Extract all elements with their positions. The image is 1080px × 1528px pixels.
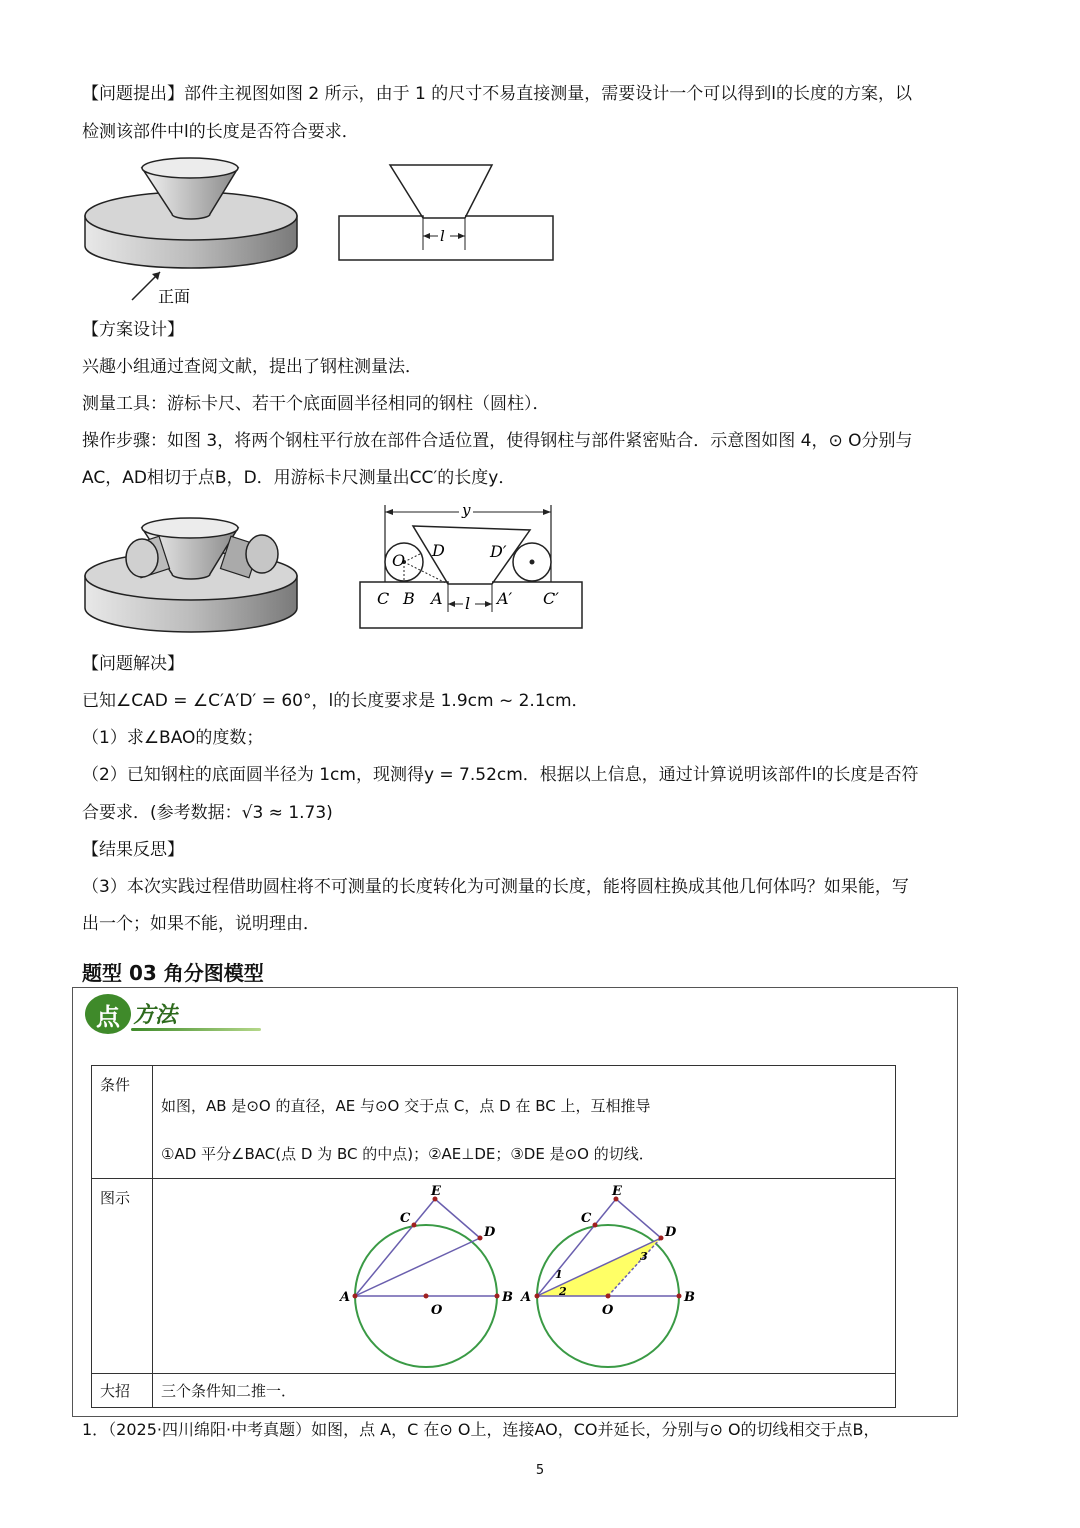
reflect-q3a: （3）本次实践过程借助圆柱将不可测量的长度转化为可测量的长度，能将圆柱换成其他几何体吗？如果能，写	[82, 877, 909, 897]
right-A: A	[521, 1290, 532, 1305]
right-E: E	[612, 1184, 622, 1199]
fig4-C2: C′	[543, 589, 559, 608]
solve-line1: 已知∠CAD = ∠C′A′D′ = 60°，l的长度要求是 1.9cm ~ 2.1cm．	[82, 691, 589, 711]
page-number: 5	[535, 1463, 545, 1478]
fig4-O: O	[392, 551, 406, 570]
solve-heading: 【问题解决】	[82, 654, 184, 674]
design-line4: AC，AD相切于点B，D．用游标卡尺测量出CC′的长度y．	[82, 468, 516, 488]
fig4-B: B	[403, 589, 415, 608]
fig4-A: A	[431, 589, 443, 608]
method-badge-text: 方法	[133, 1002, 178, 1028]
left-B: B	[502, 1290, 513, 1305]
figure-schematic	[355, 500, 590, 635]
problem-intro-line2: 检测该部件中l的长度是否符合要求．	[82, 122, 359, 142]
right-angle-2: 2	[559, 1285, 567, 1298]
condition-row	[92, 1066, 896, 1179]
right-angle-1: 1	[555, 1268, 563, 1281]
condition-line1: 如图，AB 是⊙O 的直径，AE 与⊙O 交于点 C，点 D 在 BC 上，互相推导	[161, 1097, 651, 1115]
front-label: 正面	[158, 287, 191, 306]
diagram-row	[92, 1179, 896, 1374]
left-E: E	[431, 1184, 441, 1199]
problem-intro-line1: 【问题提出】部件主视图如图 2 所示，由于 1 的尺寸不易直接测量，需要设计一个可以得到l的长度的方案，以	[82, 84, 912, 104]
design-heading: 【方案设计】	[82, 320, 184, 340]
reflect-heading: 【结果反思】	[82, 840, 184, 860]
circle-diagrams	[154, 1180, 714, 1368]
design-line1: 兴趣小组通过查阅文献，提出了钢柱测量法．	[82, 357, 422, 377]
figure-part-3d	[80, 150, 310, 310]
question-1: 1．（2025·四川绵阳·中考真题）如图，点 A，C 在⊙ O上，连接AO，CO并延长，分别与⊙ O的切线相交于点B，	[82, 1420, 880, 1439]
design-line2: 测量工具：游标卡尺、若干个底面圆半径相同的钢柱（圆柱）．	[82, 394, 550, 414]
method-box	[72, 987, 958, 1417]
condition-label: 条件	[92, 1066, 153, 1179]
reflect-q3b: 出一个；如果不能，说明理由．	[82, 914, 320, 934]
fig4-C: C	[377, 589, 390, 608]
right-B: B	[684, 1290, 695, 1305]
condition-line2: ①AD 平分∠BAC(点 D 为 BC 的中点)；②AE⊥DE；③DE 是⊙O 的切线．	[161, 1145, 654, 1163]
left-O: O	[431, 1303, 443, 1318]
left-D: D	[484, 1225, 496, 1240]
right-O: O	[602, 1303, 614, 1318]
tip-label: 大招	[92, 1374, 153, 1408]
right-angle-3: 3	[640, 1250, 648, 1263]
method-badge-icon: 点	[85, 994, 131, 1034]
solve-q1: （1）求∠BAO的度数；	[82, 728, 264, 748]
method-badge-underline	[131, 1028, 261, 1031]
fig4-l: l	[465, 594, 471, 613]
design-line3: 操作步骤：如图 3，将两个钢柱平行放在部件合适位置，使得钢柱与部件紧密贴合．示意图如图 4，⊙ O分别与	[82, 431, 913, 451]
right-D: D	[665, 1225, 677, 1240]
fig4-D2: D′	[490, 542, 507, 561]
fig4-y: y	[462, 501, 471, 519]
fig4-D: D	[432, 541, 445, 560]
fig4-A2: A′	[497, 589, 513, 608]
solve-q2b: 合要求．(参考数据：√3 ≈ 1.73)	[82, 803, 333, 823]
tip-row	[92, 1374, 896, 1408]
section-title: 题型 03 角分图模型	[82, 961, 264, 985]
solve-q2a: （2）已知钢柱的底面圆半径为 1cm，现测得y = 7.52cm．根据以上信息，通过计算说明该部件l的长度是否符	[82, 765, 919, 785]
right-C: C	[581, 1211, 592, 1226]
figure-front-view	[335, 160, 560, 265]
figure-part-cylinders	[80, 510, 310, 640]
left-A: A	[340, 1290, 351, 1305]
diagram-label: 图示	[92, 1179, 153, 1374]
tip-text: 三个条件知二推一．	[153, 1374, 896, 1408]
method-table	[91, 1065, 896, 1408]
l-label: l	[440, 227, 445, 245]
left-C: C	[400, 1211, 411, 1226]
